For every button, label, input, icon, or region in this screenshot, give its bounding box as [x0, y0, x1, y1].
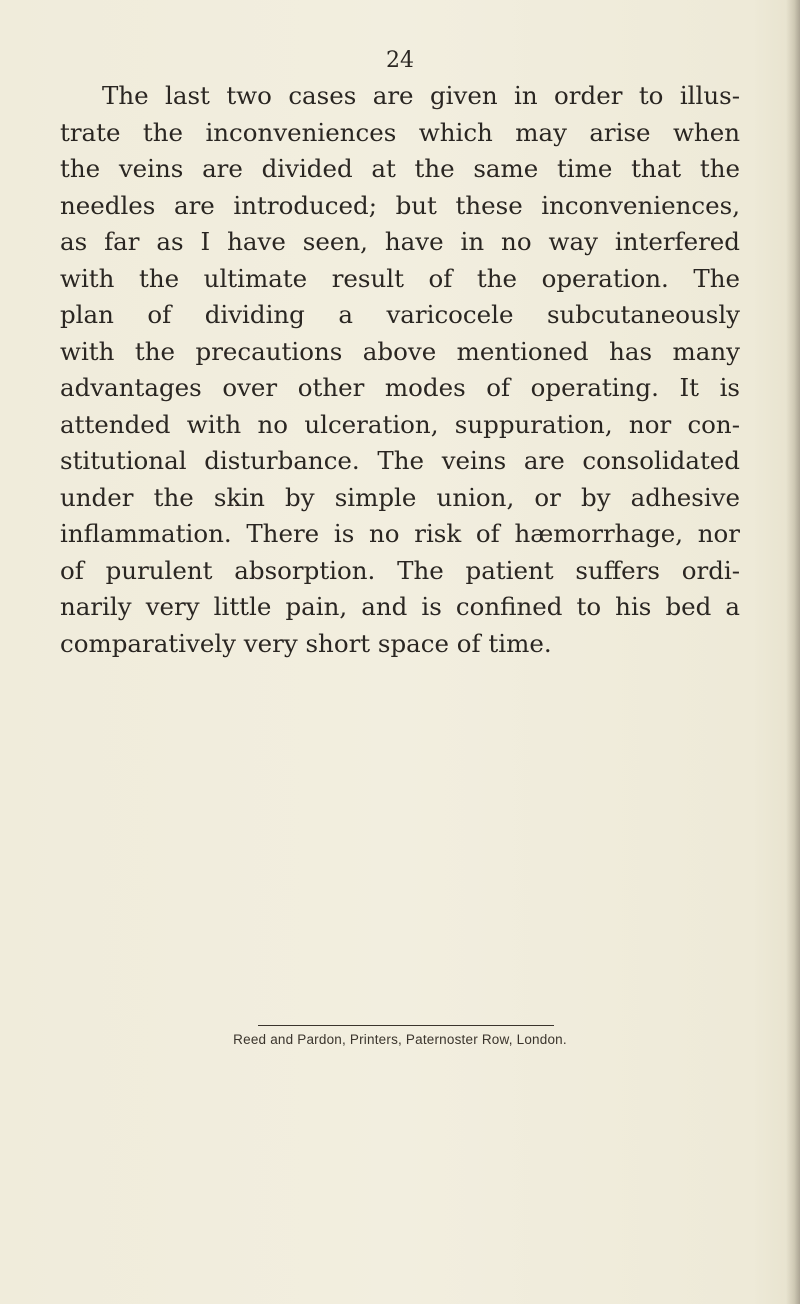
text-line: plan of dividing a varicocele subcutaneously: [60, 300, 740, 329]
text-line: under the skin by simple union, or by adhesive: [60, 482, 740, 512]
text-line: The last two cases are given in order to illus-: [102, 81, 740, 110]
page-number: 24: [386, 48, 414, 73]
imprint-rule: [258, 1025, 554, 1026]
text-line: inflammation. There is no risk of hæmorrhage, nor: [60, 519, 740, 548]
text-line: as far as I have seen, have in no way interfered: [60, 227, 740, 256]
page-edge-shadow: [786, 0, 800, 1304]
text-line: with the precautions above mentioned has many: [60, 336, 740, 366]
text-line: the veins are divided at the same time that the: [60, 154, 740, 183]
text-line: comparatively very short space of time.: [60, 628, 552, 658]
text-line: with the ultimate result of the operation. The: [60, 263, 740, 293]
text-line: narily very little pain, and is confined to his bed a: [60, 592, 740, 621]
printer-imprint: Reed and Pardon, Printers, Paternoster Row, London.: [233, 1032, 567, 1047]
text-line: attended with no ulceration, suppuration, nor con-: [60, 409, 740, 439]
text-line: stitutional disturbance. The veins are consolidated: [60, 446, 740, 475]
text-line: of purulent absorption. The patient suffers ordi-: [60, 555, 740, 585]
text-line: advantages over other modes of operating. It is: [60, 373, 740, 402]
body-paragraph: [60, 78, 740, 662]
text-line: trate the inconveniences which may arise when: [60, 117, 740, 147]
text-line: needles are introduced; but these inconveniences,: [60, 190, 740, 220]
